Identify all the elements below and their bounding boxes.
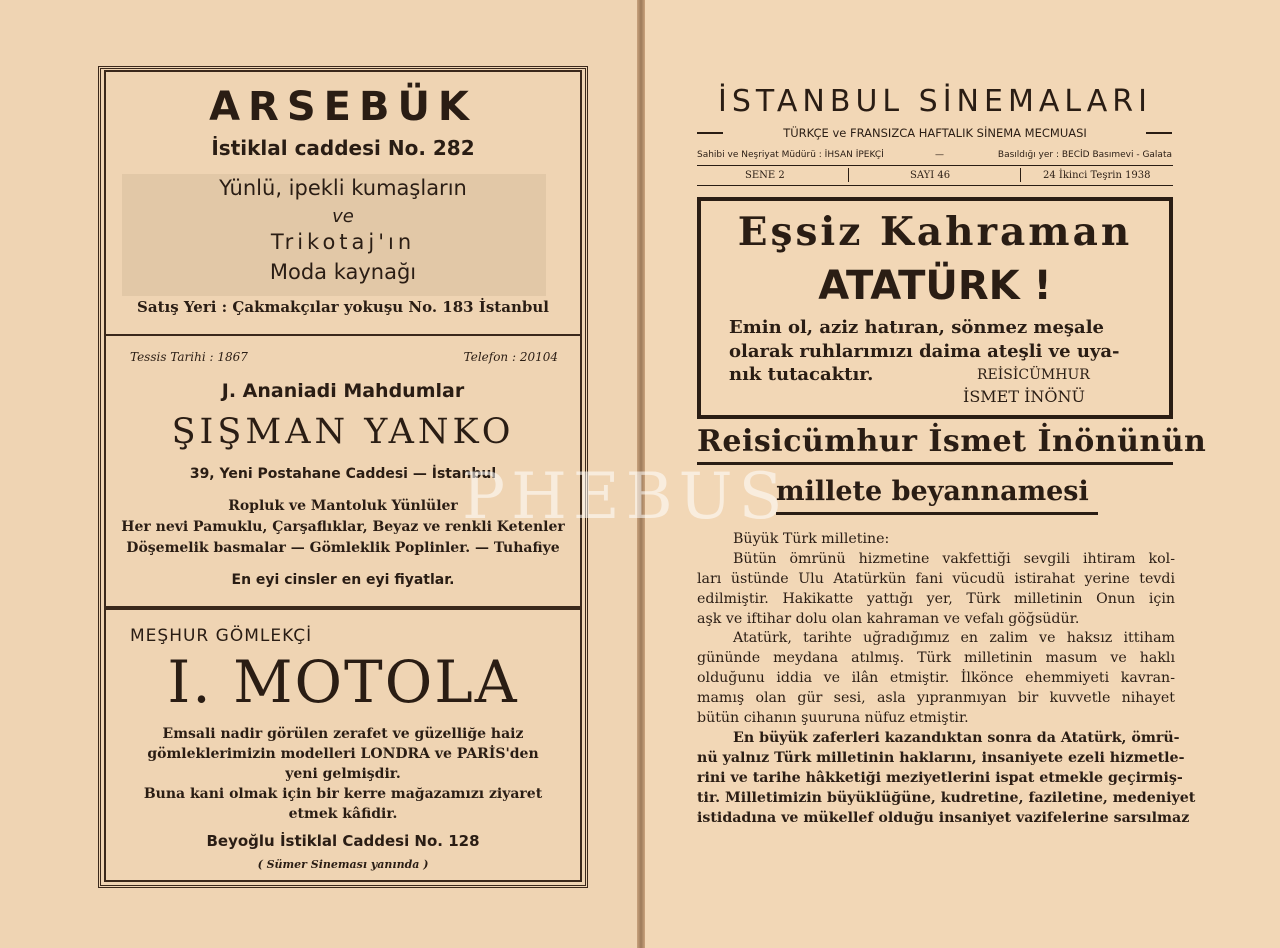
body-line: edilmiştir. Hakikatte yattığı yer, Türk milletinin Onun için xyxy=(697,591,1175,607)
motola-line5: etmek kâfidir. xyxy=(288,806,398,822)
divider xyxy=(697,165,1173,166)
quote-line2: olarak ruhlarımızı daima ateşli ve uya- xyxy=(729,341,1120,362)
issue-year: SENE 2 xyxy=(745,170,785,181)
quote-signature-title: REİSİCÜMHUR xyxy=(977,367,1090,383)
arsebuk-line1: Yünlü, ipekli kumaşların xyxy=(219,176,467,200)
arsebuk-line4: Moda kaynağı xyxy=(269,260,417,284)
yanko-line3: Döşemelik basmalar — Gömleklik Poplinler. — Tuhafiye xyxy=(126,540,560,556)
body-line: mamış olan gür sesi, asla yıpranmıyan bir kuvvetle nihayet xyxy=(697,690,1175,706)
quote-line1: Emin ol, aziz hatıran, sönmez meşale xyxy=(729,317,1105,338)
arsebuk-line3: Trikotaj'ın xyxy=(270,230,416,254)
masthead-printer: Basıldığı yer : BECİD Basımevi - Galata xyxy=(997,150,1172,160)
yanko-slogan: En eyi cinsler en eyi fiyatlar. xyxy=(231,572,455,588)
masthead-owner: Sahibi ve Neşriyat Müdürü : İHSAN İPEKÇİ xyxy=(697,150,884,160)
quote-line3: nık tutacaktır. xyxy=(729,364,874,385)
yanko-name: ŞIŞMAN YANKO xyxy=(171,412,515,452)
divider xyxy=(776,512,1098,515)
body-line: nü yalnız Türk milletinin haklarını, insaniyete ezeli hizmetle- xyxy=(697,750,1185,766)
yanko-founded: Tessis Tarihi : 1867 xyxy=(130,350,248,364)
yanko-line1: Ropluk ve Mantoluk Yünlüler xyxy=(228,498,458,514)
body-line: tir. Milletimizin büyüklüğüne, kudretine, faziletine, medeniyet xyxy=(697,790,1196,806)
motola-name: I. MOTOLA xyxy=(167,648,519,716)
arsebuk-address: İstiklal caddesi No. 282 xyxy=(211,136,475,160)
motola-note: ( Sümer Sineması yanında ) xyxy=(257,858,429,871)
yanko-phone: Telefon : 20104 xyxy=(463,350,558,364)
motola-line2: gömleklerimizin modelleri LONDRA ve PARİS'den xyxy=(147,746,539,762)
motola-line3: yeni gelmişdir. xyxy=(285,766,401,782)
masthead-subtitle: TÜRKÇE ve FRANSIZCA HAFTALIK SİNEMA MECMUASI xyxy=(783,126,1087,140)
motola-line1: Emsali nadir görülen zerafet ve güzelliğe haiz xyxy=(162,726,524,742)
ad-motola xyxy=(104,608,582,882)
yanko-address: 39, Yeni Postahane Caddesi — İstanbul xyxy=(189,466,497,482)
body-line: Bütün ömrünü hizmetine vakfettiği sevgili ihtiram kol- xyxy=(733,551,1175,567)
body-line: rini ve tarihe hâkketiği meziyetlerini ispat etmekle geçirmiş- xyxy=(697,770,1183,786)
motola-kicker: MEŞHUR GÖMLEKÇİ xyxy=(130,626,313,646)
motola-line4: Buna kani olmak için bir kerre mağazamızı ziyaret xyxy=(143,786,543,802)
body-line: gününde meydana atılmış. Türk milletinin masum ve haklı xyxy=(697,650,1175,666)
headline-line2: millete beyannamesi xyxy=(776,476,1089,507)
quote-signature-name: İSMET İNÖNÜ xyxy=(963,387,1086,406)
body-line: istidadına ve mükellef olduğu insaniyet vazifelerine sarsılmaz xyxy=(697,810,1190,826)
arsebuk-line2: ve xyxy=(332,206,354,227)
masthead-dash: — xyxy=(935,150,944,160)
divider xyxy=(1020,168,1021,182)
arsebuk-name: ARSEBÜK xyxy=(209,84,477,130)
issue-date: 24 İkinci Teşrin 1938 xyxy=(1043,170,1151,181)
divider xyxy=(697,185,1173,186)
yanko-line2: Her nevi Pamuklu, Çarşaflıklar, Beyaz ve renkli Ketenler xyxy=(121,519,565,535)
arsebuk-sales: Satış Yeri : Çakmakçılar yokuşu No. 183 İstanbul xyxy=(137,298,549,316)
divider xyxy=(848,168,849,182)
quote-title: Eşsiz Kahraman xyxy=(737,209,1133,255)
body-line: bütün cihanın şuuruna nüfuz etmiştir. xyxy=(697,710,969,726)
watermark-text: PHEBUS xyxy=(462,460,789,534)
masthead-title: İSTANBUL SİNEMALARI xyxy=(718,84,1152,119)
yanko-firm: J. Ananiadi Mahdumlar xyxy=(221,380,465,402)
issue-number: SAYI 46 xyxy=(910,170,951,181)
body-line: En büyük zaferleri kazandıktan sonra da Atatürk, ömrü- xyxy=(733,730,1180,746)
motola-address: Beyoğlu İstiklal Caddesi No. 128 xyxy=(206,832,480,850)
body-line: aşk ve iftihar dolu olan kahraman ve vefalı göğsüdür. xyxy=(697,611,1080,627)
ad-arsebuk xyxy=(104,70,582,336)
headline-line1: Reisicümhur İsmet İnönünün xyxy=(697,424,1207,459)
body-line: Büyük Türk milletine: xyxy=(733,531,890,547)
body-line: olduğunu iddia ve ilân etmiştir. İlkönce ehemmiyeti kavran- xyxy=(697,670,1175,686)
body-line: Atatürk, tarihte uğradığımız en zalim ve haksız ittiham xyxy=(733,630,1175,646)
quote-name: ATATÜRK ! xyxy=(818,263,1052,309)
quote-box xyxy=(697,197,1173,419)
body-line: ları üstünde Ulu Atatürkün fani vücudü istirahat yerine tevdi xyxy=(697,571,1175,587)
